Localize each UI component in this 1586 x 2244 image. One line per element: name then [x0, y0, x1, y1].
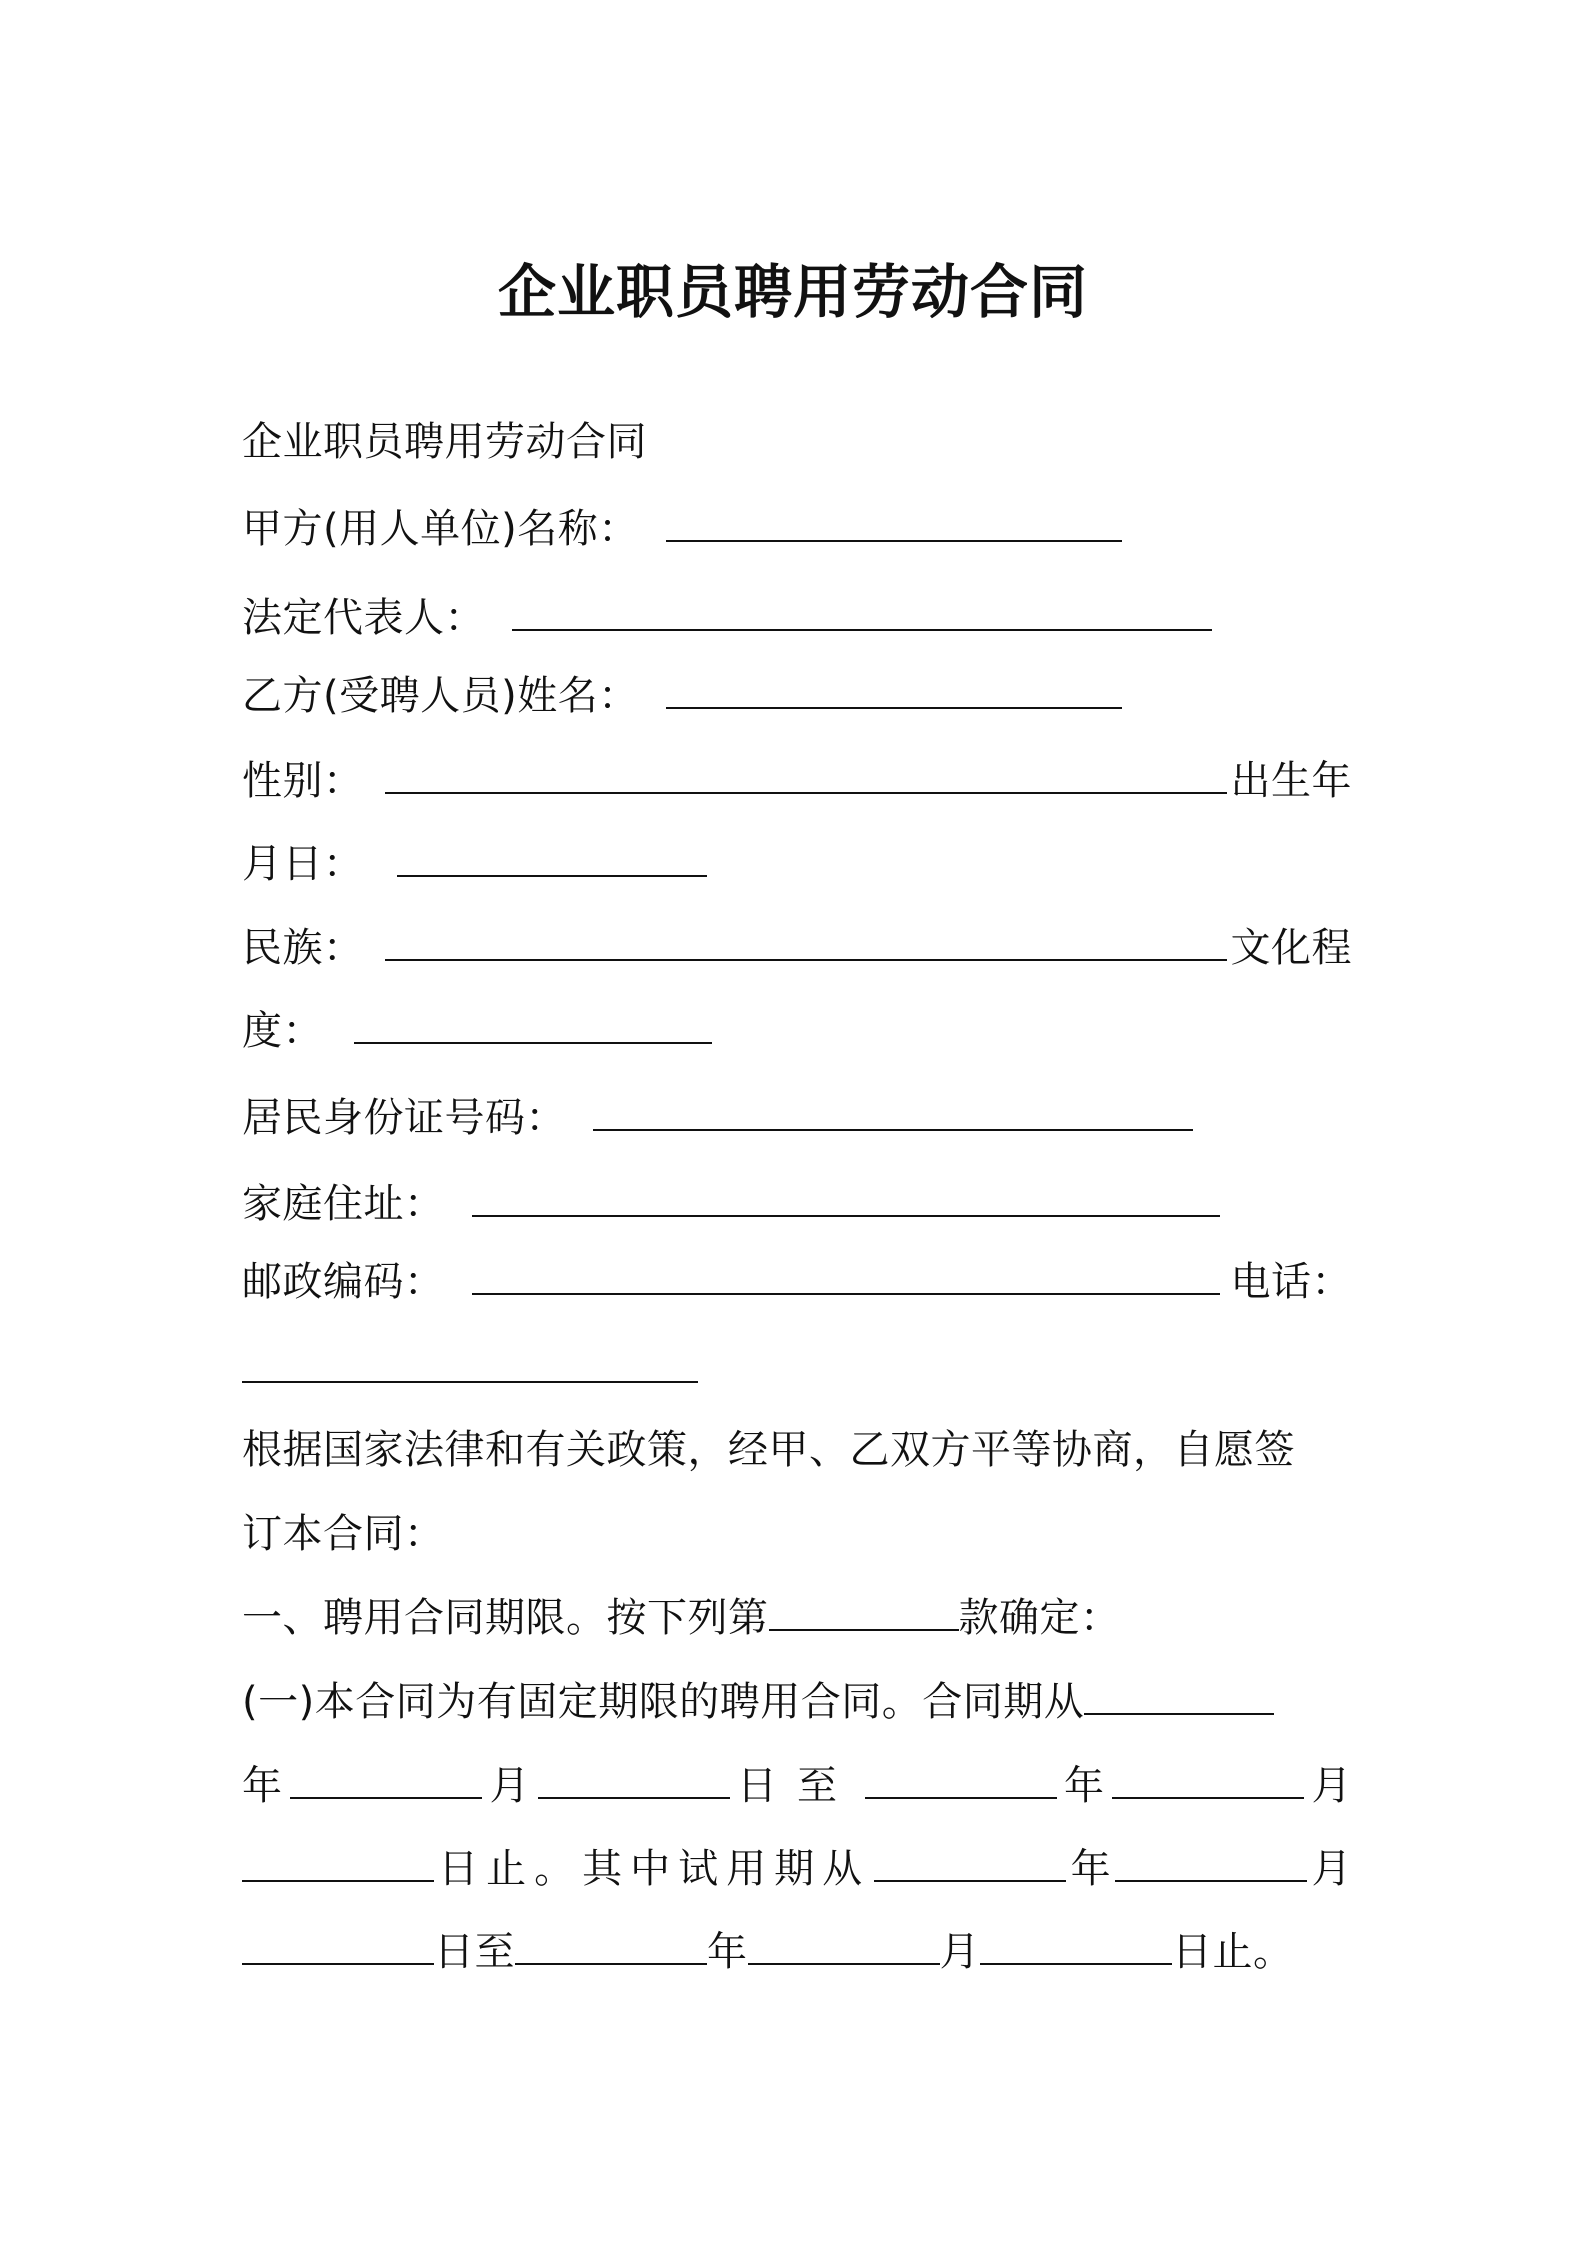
intro-line-2	[242, 1508, 1352, 1560]
address-field[interactable]	[472, 1183, 1220, 1217]
phone-field[interactable]	[242, 1349, 698, 1383]
id-line	[242, 1092, 1352, 1144]
subclause-1-line	[242, 1676, 1352, 1728]
id-number-field[interactable]	[593, 1097, 1193, 1131]
intro-line-1	[242, 1424, 1352, 1476]
clause-number-field[interactable]	[769, 1597, 959, 1631]
ethnicity-line	[242, 922, 1352, 974]
day-to-label: 日至	[737, 1763, 857, 1809]
postcode-label: 邮政编码：	[242, 1259, 445, 1305]
postcode-field[interactable]	[472, 1261, 1220, 1295]
education-label-part2: 度：	[242, 1008, 323, 1054]
education-field[interactable]	[354, 1010, 712, 1044]
probation-end-line	[242, 1926, 1352, 1978]
id-label: 居民身份证号码：	[242, 1095, 566, 1141]
legal-rep-field[interactable]	[512, 597, 1212, 631]
party-a-name-field[interactable]	[666, 508, 1122, 542]
phone-line	[242, 1344, 1352, 1396]
birth-label-part1: 出生年	[1230, 758, 1352, 804]
ethnicity-label: 民族：	[242, 925, 364, 971]
contract-end-day-field[interactable]	[242, 1848, 434, 1882]
party-a-line	[242, 503, 1352, 555]
probation-end-month-field[interactable]	[748, 1931, 940, 1965]
postcode-line	[242, 1256, 1352, 1308]
education-label-part1: 文化程	[1230, 925, 1352, 971]
document-subtitle	[242, 416, 1352, 468]
party-b-name-field[interactable]	[666, 675, 1122, 709]
probation-start-year-field[interactable]	[874, 1848, 1066, 1882]
probation-start-month-field[interactable]	[1115, 1848, 1307, 1882]
year-label-2: 年	[1064, 1763, 1105, 1809]
probation-start-day-field[interactable]	[242, 1931, 434, 1965]
contract-start-month-field[interactable]	[290, 1765, 482, 1799]
party-a-label: 甲方(用人单位)名称：	[242, 506, 639, 552]
education-line	[242, 1005, 1352, 1057]
intro-text-2: 订本合同：	[242, 1511, 445, 1557]
month-label: 月	[489, 1763, 530, 1809]
birth-date-field[interactable]	[397, 843, 707, 877]
clause-1-line	[242, 1592, 1352, 1644]
gender-label: 性别：	[242, 758, 364, 804]
phone-label: 电话：	[1230, 1259, 1352, 1305]
probation-start-line	[242, 1843, 1352, 1895]
address-line	[242, 1178, 1352, 1230]
month-label-2: 月	[1311, 1763, 1352, 1809]
subclause-1-text: (一)本合同为有固定期限的聘用合同。合同期从	[242, 1679, 1085, 1725]
gender-field[interactable]	[385, 760, 1227, 794]
contract-dates-line	[242, 1760, 1352, 1812]
year-label: 年	[242, 1763, 283, 1809]
day-until-label: 日止。	[1172, 1929, 1294, 1975]
probation-end-day-field[interactable]	[980, 1931, 1172, 1965]
clause-1-text-b: 款确定：	[958, 1595, 1121, 1641]
party-b-line	[242, 670, 1352, 722]
party-b-label: 乙方(受聘人员)姓名：	[242, 673, 639, 719]
birth-line	[242, 838, 1352, 890]
gender-line	[242, 755, 1352, 807]
address-label: 家庭住址：	[242, 1181, 445, 1227]
legal-rep-line	[242, 592, 1352, 644]
contract-end-month-field[interactable]	[1112, 1765, 1304, 1799]
day-to-label-2: 日至	[434, 1929, 515, 1975]
intro-text-1: 根据国家法律和有关政策，经甲、乙双方平等协商，自愿签	[242, 1427, 1295, 1473]
birth-label-part2: 月日：	[242, 841, 364, 887]
probation-end-year-field[interactable]	[515, 1931, 707, 1965]
clause-1-text-a: 一、聘用合同期限。按下列第	[242, 1595, 769, 1641]
contract-start-year-field[interactable]	[1084, 1681, 1274, 1715]
contract-start-day-field[interactable]	[538, 1765, 730, 1799]
ethnicity-field[interactable]	[385, 927, 1227, 961]
month-label-4: 月	[939, 1929, 980, 1975]
document-title: 企业职员聘用劳动合同	[497, 258, 1088, 326]
day-until-probation-label: 日止。其中试用期从	[438, 1846, 871, 1892]
year-label-4: 年	[707, 1929, 748, 1975]
subtitle-text: 企业职员聘用劳动合同	[242, 419, 647, 465]
month-label-3: 月	[1311, 1846, 1352, 1892]
legal-rep-label: 法定代表人：	[242, 595, 485, 641]
contract-end-year-field[interactable]	[865, 1765, 1057, 1799]
year-label-3: 年	[1070, 1846, 1112, 1892]
